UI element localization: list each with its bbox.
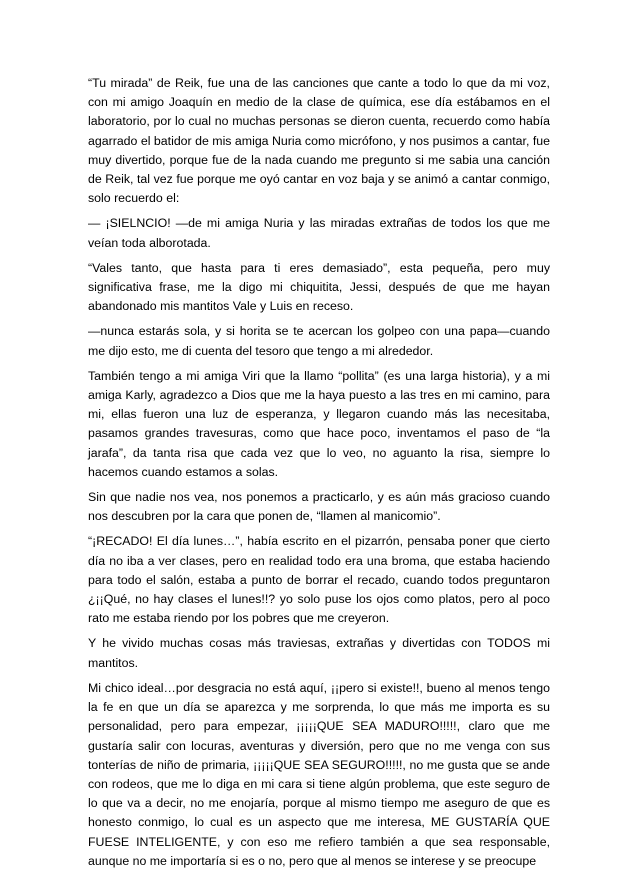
paragraph-tu-mirada: “Tu mirada” de Reik, fue una de las canciones que cante a todo lo que da mi voz, con mi amigo Joaquín en medio de la clase de química, ese día estábamos en el laboratorio, por lo cual no muchas personas se dieron cuenta, recuerdo como había agarrado el batidor de mis amiga Nuria como micrófono, y nos pusimos a cantar, fue muy divertido, porque fue de la nada cuando me pregunto si me sabia una canción de Reik, tal vez fue porque me oyó cantar en voz baja y se animó a cantar conmigo, solo recuerdo el: <box>88 76 550 206</box>
paragraph-chico-ideal: Mi chico ideal…por desgracia no está aquí, ¡¡pero si existe!!, bueno al menos tengo la fe en que un día se aparezca y me sorprenda, lo que más me importa es su personalidad, pero para empezar, ¡¡¡¡¡QUE SEA MADURO!!!!!, claro que me gustaría salir con locuras, aventuras y diversión, pero que no me venga con sus tonterías de niño de primaria, ¡¡¡¡¡QUE SEA SEGURO!!!!!, no me gusta que se ande con rodeos, que me lo diga en mi cara si tiene algún problema, que este seguro de lo que va a decir, no me enojaría, porque al mismo tiempo me aseguro de que es honesto conmigo, lo cual es un aspecto que me interesa, ME GUSTARÍA QUE FUESE INTELIGENTE, y con eso me refiero también a que sea responsable, aunque no me importaría si es o no, pero que al menos se interese y se preocupe <box>88 680 550 868</box>
paragraph-recado: “¡RECADO! El día lunes…”, había escrito en el pizarrón, pensaba poner que cierto día no iba a ver clases, pero en realidad todo era una broma, que estaba haciendo para todo el salón, estaba a punto de borrar el recado, cuando todos preguntaron ¿¡¡Qué, no hay clases el lunes!!? yo solo puse los ojos como platos, pero al poco rato me estaba riendo por los pobres que me creyeron. <box>88 534 550 626</box>
paragraph-sin-que-nadie: Sin que nadie nos vea, nos ponemos a practicarlo, y es aún más gracioso cuando nos descubren por la cara que ponen de, “llamen al manicomio”. <box>88 490 550 524</box>
paragraph-nunca-estaras-sola: —nunca estarás sola, y si horita se te acercan los golpeo con una papa—cuando me dijo esto, me di cuenta del tesoro que tengo a mi alrededor. <box>88 324 550 358</box>
paragraph-silencio: — ¡SIELNCIO! —de mi amiga Nuria y las miradas extrañas de todos los que me veían toda alborotada. <box>88 216 550 250</box>
paragraph-vales-tanto: “Vales tanto, que hasta para ti eres demasiado”, esta pequeña, pero muy significativa frase, me la digo mi chiquitita, Jessi, después de que me hayan abandonado mis mantitos Vale y Luis en receso. <box>88 260 550 314</box>
paragraph-amiga-viri: También tengo a mi amiga Viri que la llamo “pollita” (es una larga historia), y a mi amiga Karly, agradezco a Dios que me la haya puesto a las tres en mi camino, para mi, ellas fueron una luz de esperanza, y llegaron cuando más las necesitaba, pasamos grandes travesuras, como que hace poco, inventamos el paso de “la jarafa”, da tanta risa que cada vez que lo veo, no aguanto la risa, siempre lo hacemos cuando estamos a solas. <box>88 368 550 479</box>
document-page <box>88 74 550 877</box>
paragraph-cosas-traviesas: Y he vivido muchas cosas más traviesas, extrañas y divertidas con TODOS mi mantitos. <box>88 636 550 670</box>
